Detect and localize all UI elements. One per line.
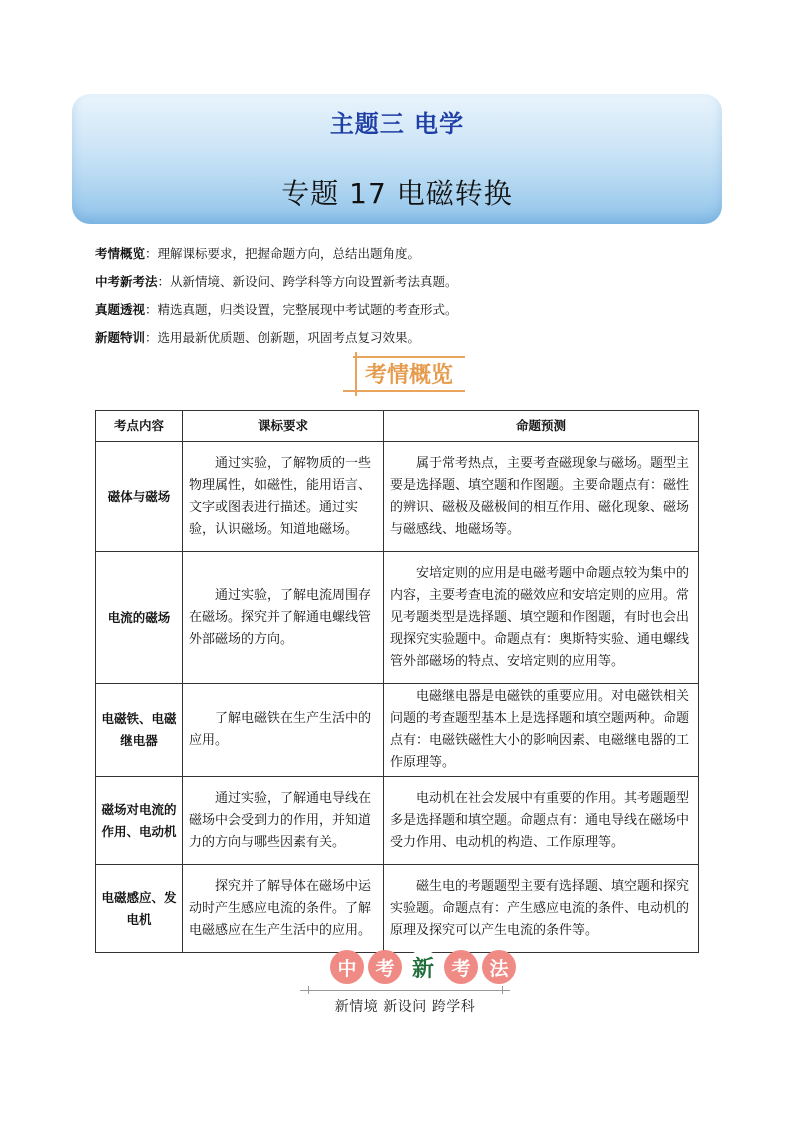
intro-item xyxy=(95,268,715,296)
footer-divider-tick xyxy=(502,986,503,994)
section-title: 考情概览 xyxy=(365,363,454,388)
intro-item xyxy=(95,240,715,268)
footer-badge xyxy=(300,950,510,1020)
cell-prediction: 电磁继电器是电磁铁的重要应用。对电磁铁相关问题的考查题型基本上是选择题和填空题两种。命题点有：电磁铁磁性大小的影响因素、电磁继电器的工作原理等。 xyxy=(384,684,699,777)
footer-char: 考 xyxy=(368,950,402,984)
intro-label: 考情概览 xyxy=(95,246,146,261)
exam-overview-table xyxy=(95,410,699,953)
cell-topic: 磁体与磁场 xyxy=(96,442,183,552)
footer-char: 中 xyxy=(330,950,364,984)
intro-text: ：选用最新优质题、创新题，巩固考点复习效果。 xyxy=(145,330,421,345)
intro-label: 中考新考法 xyxy=(95,274,158,289)
cell-topic: 磁场对电流的作用、电动机 xyxy=(96,777,183,865)
header-topic: 考点内容 xyxy=(96,411,183,442)
footer-divider xyxy=(300,990,510,991)
cell-topic: 电磁感应、发电机 xyxy=(96,865,183,953)
cell-prediction: 磁生电的考题题型主要有选择题、填空题和探究实验题。命题点有：产生感应电流的条件、电动机的原理及探究可以产生电流的条件等。 xyxy=(384,865,699,953)
cell-prediction: 安培定则的应用是电磁考题中命题点较为集中的内容，主要考查电流的磁效应和安培定则的应用。常见考题类型是选择题、填空题和作图题，有时也会出现探究实验题中。命题点有：奥斯特实验、通电螺线管外部磁场的特点、安培定则的应用等。 xyxy=(384,552,699,684)
cell-prediction: 属于常考热点，主要考查磁现象与磁场。题型主要是选择题、填空题和作图题。主要命题点有：磁性的辨识、磁极及磁极间的相互作用、磁化现象、磁场与磁感线、地磁场等。 xyxy=(384,442,699,552)
intro-text: ：理解课标要求，把握命题方向，总结出题角度。 xyxy=(145,246,421,261)
table-row xyxy=(96,865,699,953)
cell-prediction: 电动机在社会发展中有重要的作用。其考题题型多是选择题和填空题。命题点有：通电导线在磁场中受力作用、电动机的构造、工作原理等。 xyxy=(384,777,699,865)
cell-requirement: 了解电磁铁在生产生活中的应用。 xyxy=(183,684,384,777)
footer-char: 新 xyxy=(406,950,440,984)
cell-requirement: 通过实验，了解物质的一些物理属性，如磁性，能用语言、文字或图表进行描述。通过实验，认识磁场。知道地磁场。 xyxy=(183,442,384,552)
badge-line xyxy=(343,390,465,392)
intro-label: 新题特训 xyxy=(95,330,146,345)
intro-item xyxy=(95,324,715,352)
table-row xyxy=(96,442,699,552)
cell-topic: 电流的磁场 xyxy=(96,552,183,684)
section-heading-badge xyxy=(343,352,465,396)
intro-list xyxy=(95,240,715,352)
table-row xyxy=(96,684,699,777)
table-row xyxy=(96,777,699,865)
cell-requirement: 通过实验，了解通电导线在磁场中会受到力的作用，并知道力的方向与哪些因素有关。 xyxy=(183,777,384,865)
page-title: 主题三 电学 xyxy=(329,110,465,138)
footer-divider-tick xyxy=(308,986,309,994)
header-prediction: 命题预测 xyxy=(384,411,699,442)
page-subtitle: 专题 17 电磁转换 xyxy=(281,177,513,210)
intro-text: ：精选真题，归类设置，完整展现中考试题的考查形式。 xyxy=(145,302,458,317)
table-row xyxy=(96,552,699,684)
header-requirement: 课标要求 xyxy=(183,411,384,442)
cell-topic: 电磁铁、电磁继电器 xyxy=(96,684,183,777)
intro-label: 真题透视 xyxy=(95,302,146,317)
intro-text: ：从新情境、新设问、跨学科等方向设置新考法真题。 xyxy=(157,274,458,289)
intro-item xyxy=(95,296,715,324)
footer-char: 法 xyxy=(482,950,516,984)
footer-circles xyxy=(330,950,516,984)
footer-char: 考 xyxy=(444,950,478,984)
table-header-row xyxy=(96,411,699,442)
cell-requirement: 通过实验，了解电流周围存在磁场。探究并了解通电螺线管外部磁场的方向。 xyxy=(183,552,384,684)
cell-requirement: 探究并了解导体在磁场中运动时产生感应电流的条件。了解电磁感应在生产生活中的应用。 xyxy=(183,865,384,953)
footer-subtitle: 新情境 新设问 跨学科 xyxy=(334,999,476,1015)
